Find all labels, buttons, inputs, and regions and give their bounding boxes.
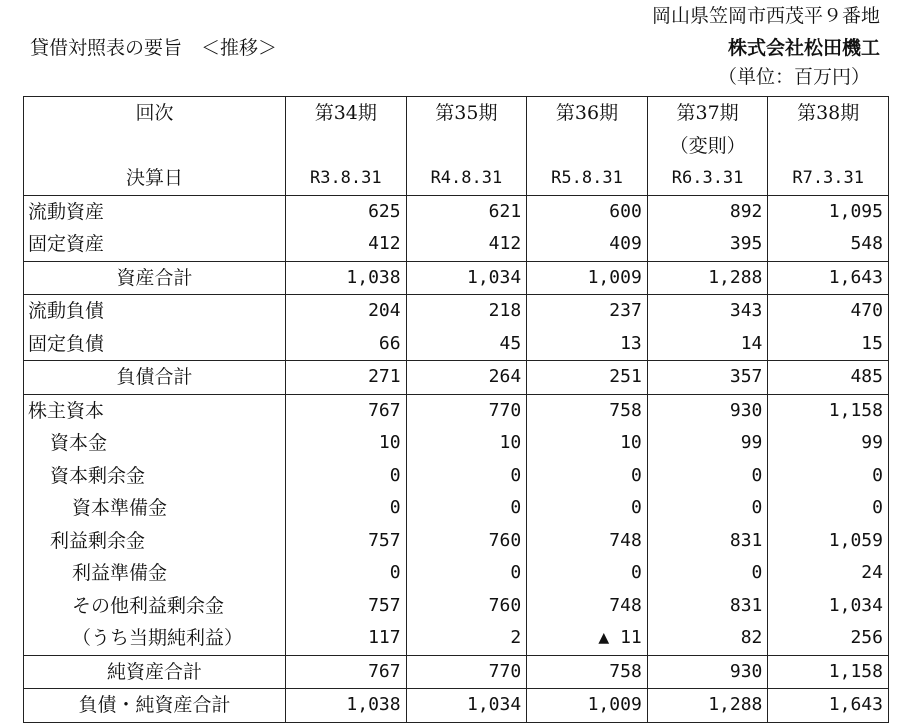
row-label: 資本準備金 (24, 492, 286, 525)
table-row (24, 557, 889, 590)
value-cell: 748 (527, 590, 648, 623)
value-cell: 99 (647, 427, 768, 460)
period-label: 第35期 (406, 97, 527, 130)
period-note (406, 130, 527, 163)
value-cell: 0 (527, 492, 648, 525)
unit-label: （単位：百万円） (717, 66, 870, 88)
value-cell: 14 (647, 328, 768, 361)
company-name: 株式会社松田機工 (727, 37, 880, 59)
value-cell: 99 (768, 427, 889, 460)
row-label: 負債合計 (24, 361, 286, 395)
value-cell: 0 (406, 557, 527, 590)
value-cell: 412 (406, 228, 527, 261)
settlement-date: R5.8.31 (527, 162, 648, 195)
settlement-date: R7.3.31 (768, 162, 889, 195)
value-cell: 13 (527, 328, 648, 361)
row-label: 流動負債 (24, 295, 286, 328)
settlement-date: R4.8.31 (406, 162, 527, 195)
value-cell: 760 (406, 525, 527, 558)
value-cell: 1,158 (768, 655, 889, 689)
value-cell: 66 (286, 328, 407, 361)
row-label: 利益剰余金 (24, 525, 286, 558)
value-cell: 2 (406, 622, 527, 655)
value-cell: 10 (527, 427, 648, 460)
value-cell: 758 (527, 394, 648, 427)
period-note: （変則） (647, 130, 768, 163)
value-cell: 15 (768, 328, 889, 361)
value-cell: 470 (768, 295, 889, 328)
settlement-date: R3.8.31 (286, 162, 407, 195)
value-cell: 1,034 (768, 590, 889, 623)
value-cell: 0 (647, 557, 768, 590)
value-cell: 1,034 (406, 689, 527, 723)
value-cell: 831 (647, 590, 768, 623)
value-cell: 0 (647, 492, 768, 525)
period-note (286, 130, 407, 163)
value-cell: 770 (406, 655, 527, 689)
value-cell: 271 (286, 361, 407, 395)
value-cell: 770 (406, 394, 527, 427)
value-cell: 1,009 (527, 261, 648, 295)
header-empty (24, 130, 286, 163)
value-cell: 0 (647, 460, 768, 493)
value-cell: 0 (768, 492, 889, 525)
value-cell: 748 (527, 525, 648, 558)
value-cell: 1,095 (768, 195, 889, 228)
value-cell: 757 (286, 525, 407, 558)
period-label: 第36期 (527, 97, 648, 130)
table-row (24, 295, 889, 328)
table-row (24, 228, 889, 261)
row-label: 資産合計 (24, 261, 286, 295)
period-note (768, 130, 889, 163)
value-cell: 45 (406, 328, 527, 361)
company-address: 岡山県笠岡市西茂平９番地 (651, 5, 880, 27)
table-row (24, 361, 889, 395)
value-cell: 117 (286, 622, 407, 655)
value-cell: 10 (286, 427, 407, 460)
row-label: 純資産合計 (24, 655, 286, 689)
table-row (24, 328, 889, 361)
value-cell: 0 (406, 492, 527, 525)
value-cell: 831 (647, 525, 768, 558)
table-row (24, 689, 889, 723)
row-label: 負債・純資産合計 (24, 689, 286, 723)
table-row (24, 460, 889, 493)
value-cell: 1,288 (647, 689, 768, 723)
period-label: 第37期 (647, 97, 768, 130)
header-row-period (24, 97, 889, 130)
value-cell: 251 (527, 361, 648, 395)
row-label: 流動資産 (24, 195, 286, 228)
table-row (24, 427, 889, 460)
value-cell: 1,059 (768, 525, 889, 558)
value-cell: 0 (406, 460, 527, 493)
value-cell: 767 (286, 394, 407, 427)
period-label: 第38期 (768, 97, 889, 130)
header-row-note (24, 130, 889, 163)
header-corner-top: 回次 (24, 97, 286, 130)
value-cell: 1,288 (647, 261, 768, 295)
value-cell: 0 (527, 460, 648, 493)
row-label: 資本金 (24, 427, 286, 460)
table-row (24, 492, 889, 525)
row-label: その他利益剰余金 (24, 590, 286, 623)
value-cell: 548 (768, 228, 889, 261)
table-row (24, 590, 889, 623)
value-cell: 758 (527, 655, 648, 689)
period-label: 第34期 (286, 97, 407, 130)
value-cell: 1,038 (286, 689, 407, 723)
value-cell: 412 (286, 228, 407, 261)
value-cell: 237 (527, 295, 648, 328)
value-cell: 760 (406, 590, 527, 623)
value-cell: 485 (768, 361, 889, 395)
value-cell: 892 (647, 195, 768, 228)
settlement-date: R6.3.31 (647, 162, 768, 195)
row-label: （うち当期純利益） (24, 622, 286, 655)
row-label: 固定資産 (24, 228, 286, 261)
row-label: 利益準備金 (24, 557, 286, 590)
value-cell: 357 (647, 361, 768, 395)
value-cell: ▲ 11 (527, 622, 648, 655)
value-cell: 0 (768, 460, 889, 493)
value-cell: 1,034 (406, 261, 527, 295)
value-cell: 767 (286, 655, 407, 689)
balance-sheet-table (23, 96, 889, 723)
row-label: 資本剰余金 (24, 460, 286, 493)
document-title: 貸借対照表の要旨 ＜推移＞ (30, 37, 278, 59)
table-row (24, 622, 889, 655)
table-row (24, 655, 889, 689)
header-row-date (24, 162, 889, 195)
value-cell: 621 (406, 195, 527, 228)
value-cell: 1,038 (286, 261, 407, 295)
value-cell: 395 (647, 228, 768, 261)
value-cell: 0 (527, 557, 648, 590)
value-cell: 409 (527, 228, 648, 261)
row-label: 株主資本 (24, 394, 286, 427)
value-cell: 625 (286, 195, 407, 228)
row-label: 固定負債 (24, 328, 286, 361)
value-cell: 1,158 (768, 394, 889, 427)
value-cell: 218 (406, 295, 527, 328)
period-note (527, 130, 648, 163)
table-row (24, 195, 889, 228)
value-cell: 204 (286, 295, 407, 328)
header-corner-bottom: 決算日 (24, 162, 286, 195)
table-row (24, 525, 889, 558)
value-cell: 930 (647, 394, 768, 427)
value-cell: 256 (768, 622, 889, 655)
value-cell: 0 (286, 460, 407, 493)
value-cell: 264 (406, 361, 527, 395)
value-cell: 10 (406, 427, 527, 460)
value-cell: 600 (527, 195, 648, 228)
value-cell: 1,643 (768, 689, 889, 723)
value-cell: 930 (647, 655, 768, 689)
value-cell: 82 (647, 622, 768, 655)
table-row (24, 394, 889, 427)
table-row (24, 261, 889, 295)
value-cell: 24 (768, 557, 889, 590)
value-cell: 0 (286, 557, 407, 590)
value-cell: 757 (286, 590, 407, 623)
value-cell: 343 (647, 295, 768, 328)
value-cell: 1,009 (527, 689, 648, 723)
value-cell: 1,643 (768, 261, 889, 295)
value-cell: 0 (286, 492, 407, 525)
